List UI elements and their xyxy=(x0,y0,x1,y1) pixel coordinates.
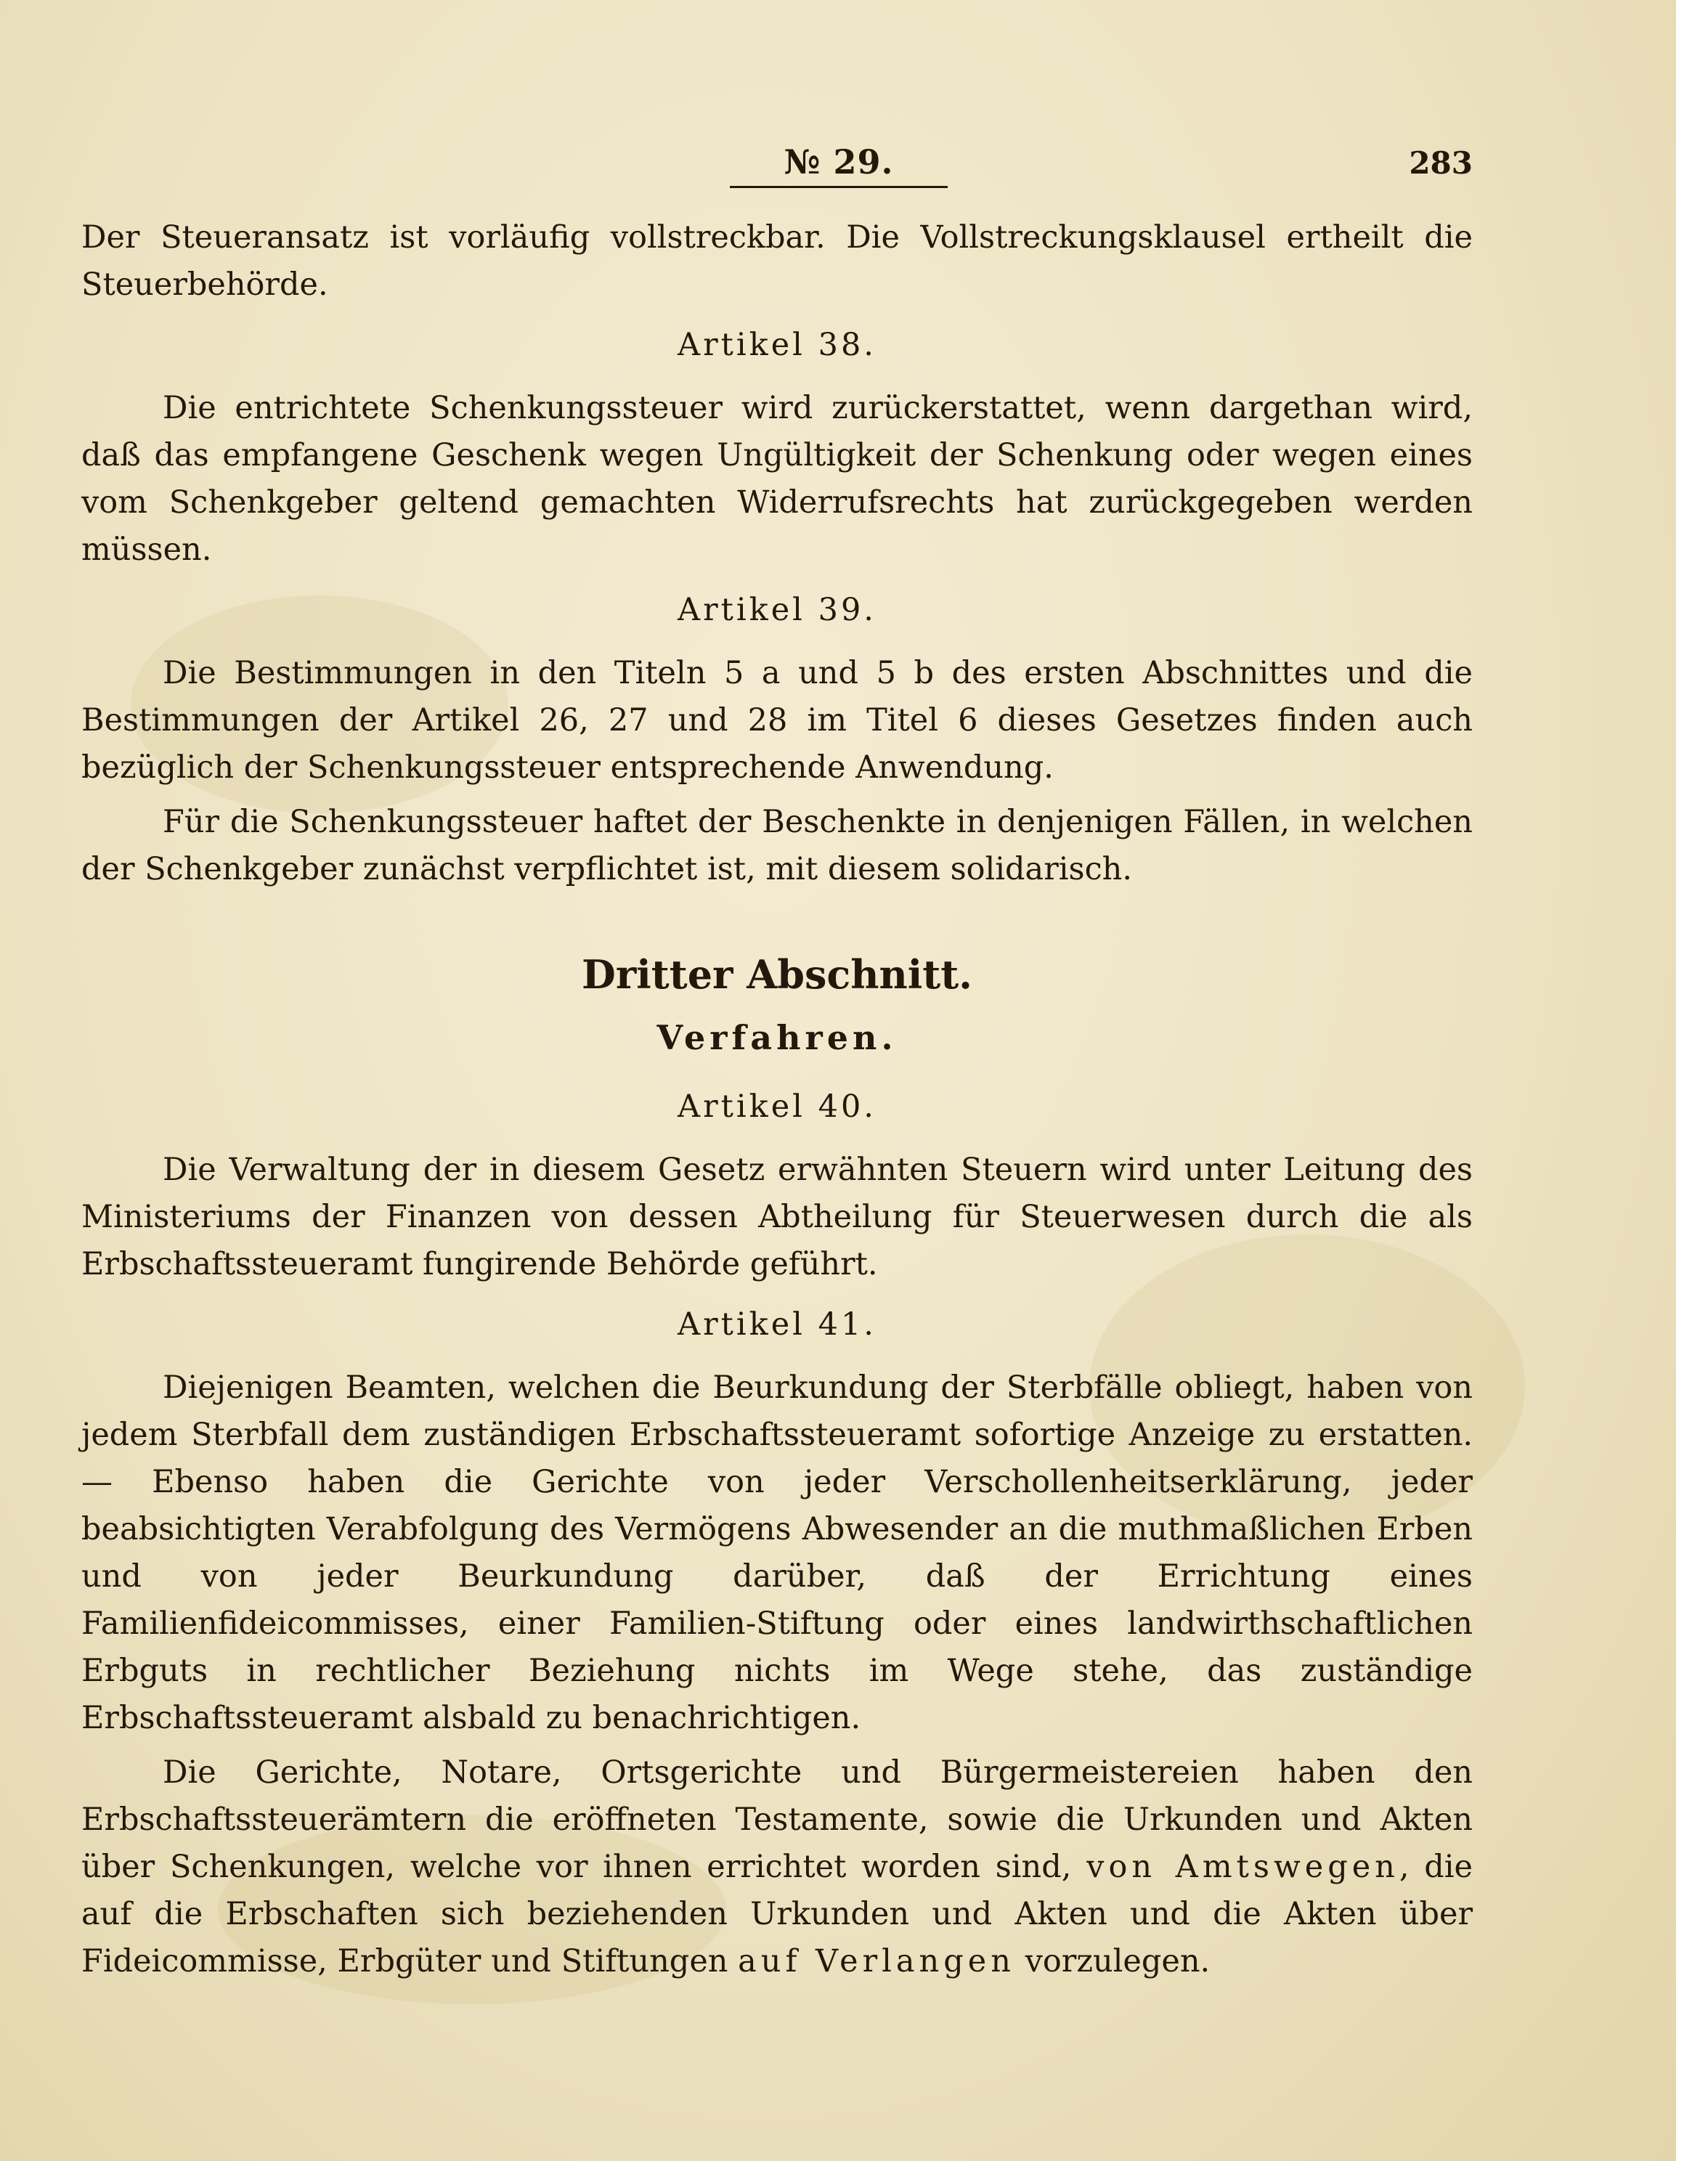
page-number: 283 xyxy=(1409,145,1473,181)
page-header xyxy=(81,142,1473,193)
section-title: Dritter Abschnitt. xyxy=(582,951,972,998)
article-heading-41: Artikel 41. xyxy=(678,1306,877,1343)
text-run: vorzulegen. xyxy=(1025,1943,1211,1979)
article-heading-39: Artikel 39. xyxy=(678,592,877,628)
text-run: , die auf die Erbschaften sich beziehenden Urkunden und Akten und die Akten über Fideicommisse, Erbgüter und Stiftungen xyxy=(81,1849,1473,1979)
scan-margin xyxy=(1676,0,1708,2161)
spaced-emphasis: von Amtswegen xyxy=(1086,1849,1399,1885)
paragraph-article-39-a: Die Bestimmungen in den Titeln 5 a und 5 b des ersten Abschnittes und die Bestimmungen der Artikel 26, 27 und 28 im Titel 6 dieses Gesetzes finden auch bezüglich der Schenkungssteuer entsprechende Anwendung. xyxy=(81,655,1473,786)
section-subtitle: Verfahren. xyxy=(656,1018,898,1057)
document-body xyxy=(81,214,1473,1993)
paragraph-article-39-b: Für die Schenkungssteuer haftet der Beschenkte in denjenigen Fällen, in welchen der Schenkgeber zunächst verpflichtet ist, mit diesem solidarisch. xyxy=(81,804,1473,887)
issue-number: № 29. xyxy=(730,142,948,188)
paragraph-article-40: Die Verwaltung der in diesem Gesetz erwähnten Steuern wird unter Leitung des Ministeriums der Finanzen von dessen Abtheilung für Steuerwesen durch die als Erbschaftssteueramt fungirende Behörde geführt. xyxy=(81,1152,1473,1282)
paragraph-article-38: Die entrichtete Schenkungssteuer wird zurückerstattet, wenn dargethan wird, daß das empfangene Geschenk wegen Ungültigkeit der Schenkung oder wegen eines vom Schenkgeber geltend gemachten Widerrufsrechts hat zurückgegeben werden müssen. xyxy=(81,390,1473,568)
article-heading-40: Artikel 40. xyxy=(678,1088,877,1125)
text-run: Die Gerichte, Notare, Ortsgerichte und Bürgermeistereien haben den Erbschaftssteuerämtern die eröffneten Testamente, sowie die Urkunden und Akten über Schenkungen, welche vor ihnen errichtet worden sind, xyxy=(81,1754,1473,1885)
paragraph-article-41-a: Diejenigen Beamten, welchen die Beurkundung der Sterbfälle obliegt, haben von jedem Sterbfall dem zuständigen Erbschaftssteueramt sofortige Anzeige zu erstatten. — Ebenso haben die Gerichte von jeder Verschollenheitserklärung, jeder beabsichtigten Verabfolgung des Vermögens Abwesender an die muthmaßlichen Erben und von jeder Beurkundung darüber, daß der Errichtung eines Familienfideicommisses, einer Familien-Stiftung oder eines landwirthschaftlichen Erbguts in rechtlicher Beziehung nichts im Wege stehe, das zuständige Erbschaftssteueramt alsbald zu benachrichtigen. xyxy=(81,1370,1473,1736)
paragraph-article-41-b xyxy=(81,1749,1473,1985)
article-heading-38: Artikel 38. xyxy=(678,327,877,363)
spaced-emphasis: auf Verlangen xyxy=(738,1943,1015,1979)
paragraph-tax-enforcement: Der Steueransatz ist vorläufig vollstreckbar. Die Vollstreckungsklausel ertheilt die Steuerbehörde. xyxy=(81,219,1473,303)
